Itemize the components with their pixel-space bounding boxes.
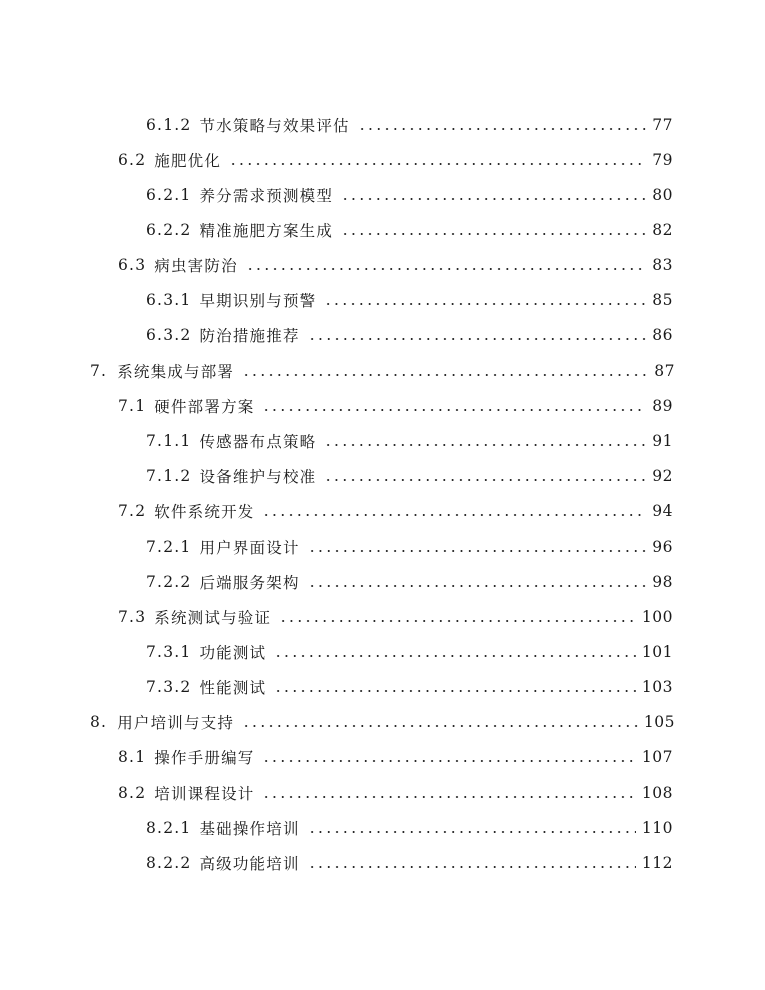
toc-entry[interactable] [118, 252, 673, 278]
dot-leader [306, 569, 647, 595]
toc-entry-title: 用户界面设计 [199, 539, 300, 557]
toc-entry-page: 105 [643, 713, 675, 731]
toc-entry[interactable] [146, 112, 673, 138]
toc-entry-title: 病虫害防治 [154, 257, 238, 275]
toc-entry-title: 硬件部署方案 [154, 398, 255, 416]
toc-entry-title: 高级功能培训 [199, 855, 300, 873]
dot-leader [240, 709, 638, 735]
toc-entry-title: 节水策略与效果评估 [199, 117, 350, 135]
dot-leader [272, 674, 636, 700]
toc-entry-number: 7.1 [118, 397, 147, 415]
toc-entry-number: 6.2 [118, 151, 147, 169]
dot-leader [322, 428, 646, 454]
toc-entry-page: 94 [652, 502, 673, 520]
toc-entry-page: 77 [652, 116, 673, 134]
dot-leader [322, 463, 646, 489]
toc-entry-number: 7.2.1 [146, 538, 192, 556]
toc-entry[interactable] [146, 287, 673, 313]
toc-entry-title: 性能测试 [199, 679, 267, 697]
toc-entry[interactable] [146, 850, 673, 876]
dot-leader [244, 252, 646, 278]
toc-entry-number: 7.3.2 [146, 678, 192, 696]
dot-leader [306, 322, 647, 348]
dot-leader [306, 850, 636, 876]
toc-entry-page: 87 [654, 362, 675, 380]
toc-entry-number: 7.2.2 [146, 573, 192, 591]
toc-entry-title: 设备维护与校准 [199, 468, 317, 486]
toc-entry[interactable] [118, 147, 673, 173]
toc-entry-number: 7.2 [118, 502, 147, 520]
toc-entry-page: 101 [641, 643, 673, 661]
toc-entry-title: 早期识别与预警 [199, 292, 317, 310]
toc-entry-page: 85 [652, 291, 673, 309]
toc-entry-number: 8.2.2 [146, 854, 192, 872]
toc-entry-page: 83 [652, 256, 673, 274]
toc-entry-number: 6.3.2 [146, 326, 192, 344]
toc-entry-number: 6.3 [118, 256, 147, 274]
dot-leader [260, 744, 635, 770]
toc-entry-number: 6.1.2 [146, 116, 192, 134]
toc-entry-number: 6.2.1 [146, 186, 192, 204]
toc-entry-page: 79 [652, 151, 673, 169]
toc-entry-title: 系统集成与部署 [117, 363, 235, 381]
toc-entry[interactable] [146, 815, 673, 841]
toc-entry-title: 精准施肥方案生成 [199, 222, 334, 240]
toc-entry-title: 后端服务架构 [199, 574, 300, 592]
dot-leader [272, 639, 636, 665]
toc-entry-number: 8.2.1 [146, 819, 192, 837]
dot-leader [322, 287, 646, 313]
dot-leader [260, 780, 635, 806]
toc-entry[interactable] [146, 569, 673, 595]
toc-entry-number: 7.1.1 [146, 432, 192, 450]
toc-entry-page: 100 [641, 608, 673, 626]
toc-entry-page: 110 [641, 819, 673, 837]
toc-entry-page: 108 [641, 784, 673, 802]
toc-entry[interactable] [146, 217, 673, 243]
toc-entry[interactable] [118, 604, 673, 630]
toc-entry[interactable] [146, 322, 673, 348]
toc-entry-title: 基础操作培训 [199, 820, 300, 838]
toc-entry[interactable] [146, 428, 673, 454]
toc-entry[interactable] [90, 358, 675, 384]
toc-entry-title: 施肥优化 [154, 152, 222, 170]
toc-entry-title: 操作手册编写 [154, 749, 255, 767]
toc-entry-title: 培训课程设计 [154, 785, 255, 803]
toc-entry-number: 7.3 [118, 608, 147, 626]
toc-entry-page: 86 [652, 326, 673, 344]
toc-entry-page: 92 [652, 467, 673, 485]
toc-entry[interactable] [118, 780, 673, 806]
dot-leader [339, 182, 646, 208]
toc-entry-title: 系统测试与验证 [154, 609, 272, 627]
toc-entry-page: 96 [652, 538, 673, 556]
toc-entry-number: 7. [90, 362, 108, 380]
toc-entry-page: 112 [641, 854, 673, 872]
dot-leader [356, 112, 647, 138]
toc-entry-title: 软件系统开发 [154, 503, 255, 521]
dot-leader [277, 604, 636, 630]
toc-entry-title: 传感器布点策略 [199, 433, 317, 451]
toc-entry-page: 103 [641, 678, 673, 696]
toc-entry-page: 80 [652, 186, 673, 204]
toc-entry[interactable] [118, 744, 673, 770]
toc-entry[interactable] [146, 182, 673, 208]
toc-entry-title: 养分需求预测模型 [199, 187, 334, 205]
dot-leader [260, 393, 646, 419]
toc-entry-page: 89 [652, 397, 673, 415]
toc-entry[interactable] [146, 534, 673, 560]
toc-entry[interactable] [118, 498, 673, 524]
dot-leader [306, 534, 647, 560]
toc-entry-page: 82 [652, 221, 673, 239]
dot-leader [306, 815, 636, 841]
toc-entry-title: 防治措施推荐 [199, 327, 300, 345]
toc-entry[interactable] [90, 709, 675, 735]
toc-entry-number: 8. [90, 713, 108, 731]
toc-entry[interactable] [118, 393, 673, 419]
toc-entry-number: 8.2 [118, 784, 147, 802]
toc-entry-number: 8.1 [118, 748, 147, 766]
toc-entry[interactable] [146, 674, 673, 700]
toc-entry-page: 98 [652, 573, 673, 591]
toc-entry[interactable] [146, 463, 673, 489]
dot-leader [260, 498, 646, 524]
toc-entry-number: 6.2.2 [146, 221, 192, 239]
toc-entry-number: 7.3.1 [146, 643, 192, 661]
toc-entry-number: 6.3.1 [146, 291, 192, 309]
toc-entry[interactable] [146, 639, 673, 665]
dot-leader [227, 147, 646, 173]
toc-entry-page: 91 [652, 432, 673, 450]
dot-leader [339, 217, 646, 243]
toc-entry-title: 用户培训与支持 [117, 714, 235, 732]
toc-entry-number: 7.1.2 [146, 467, 192, 485]
toc-entry-title: 功能测试 [199, 644, 267, 662]
toc-entry-page: 107 [641, 748, 673, 766]
dot-leader [240, 358, 648, 384]
